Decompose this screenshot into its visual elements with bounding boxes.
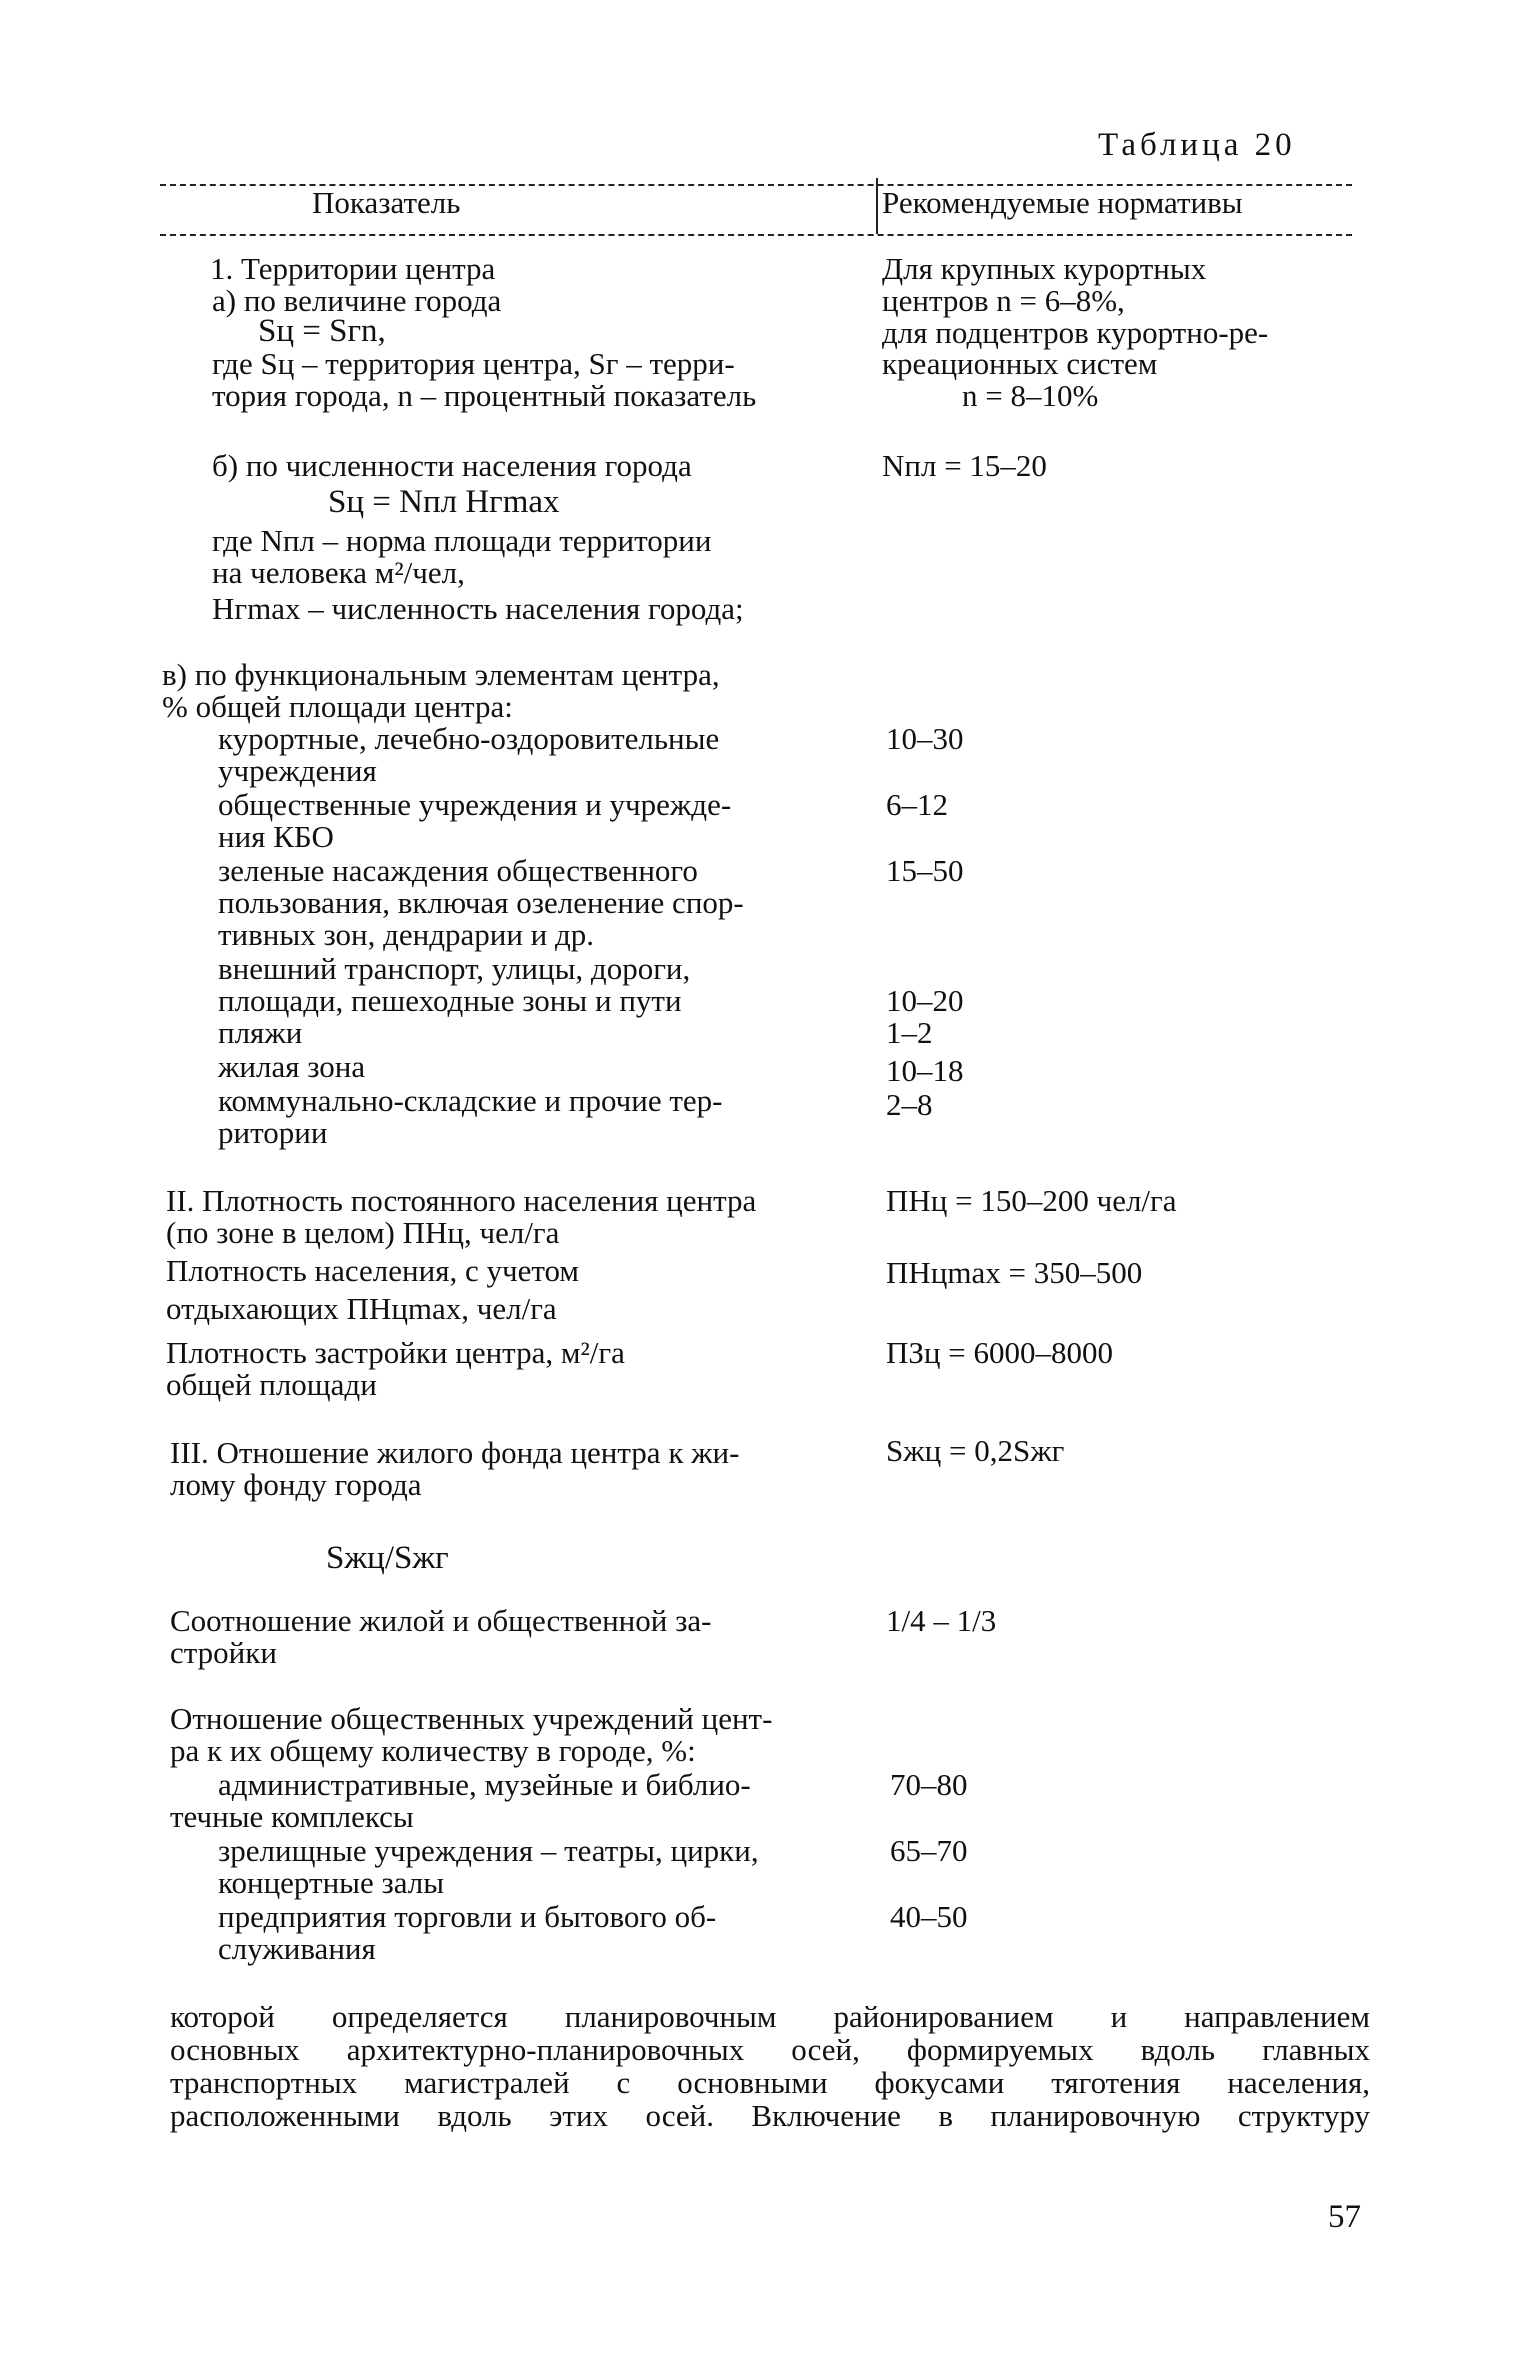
section1-a-norm-2: центров n = 6–8%, bbox=[882, 283, 1125, 318]
item-green-line-2: пользования, включая озеленение спор- bbox=[218, 885, 744, 920]
header-column-divider bbox=[876, 178, 878, 234]
section1-b-norm: Nпл = 15–20 bbox=[882, 448, 1047, 483]
section3-formula: Sжц/Sжг bbox=[326, 1540, 449, 1576]
section1-a-label: а) по величине города bbox=[212, 283, 502, 318]
header-bottom-rule bbox=[160, 234, 1352, 236]
section1-a-norm-5: n = 8–10% bbox=[962, 378, 1099, 413]
item-public-line-1: общественные учреждения и учрежде- bbox=[218, 787, 732, 822]
item-beaches-value: 1–2 bbox=[886, 1015, 933, 1050]
paragraph-line: которой определяется планировочным районированием и направлением bbox=[170, 1999, 1370, 2034]
ratio-line-2: стройки bbox=[170, 1635, 277, 1670]
section2-norm-1: ПНц = 150–200 чел/га bbox=[886, 1183, 1177, 1218]
section1-b-label: б) по численности населения города bbox=[212, 448, 692, 483]
item-resort-value: 10–30 bbox=[886, 721, 964, 756]
section1-c-label-1: в) по функциональным элементам центра, bbox=[162, 657, 720, 692]
section1-b-where-2: на человека м²/чел, bbox=[212, 555, 465, 590]
section1-b-formula: Sц = Nпл Hгmax bbox=[328, 484, 560, 520]
inst-admin-value: 70–80 bbox=[890, 1767, 968, 1802]
paragraph-line: основных архитектурно-планировочных осей, формируемых вдоль главных bbox=[170, 2032, 1370, 2067]
inst-trade-value: 40–50 bbox=[890, 1899, 968, 1934]
item-transport-value: 10–20 bbox=[886, 983, 964, 1018]
header-col-indicator: Показатель bbox=[312, 185, 461, 220]
section3-line-2: лому фонду города bbox=[170, 1467, 422, 1502]
section2-norm-2: ПНцmax = 350–500 bbox=[886, 1255, 1143, 1290]
item-residential-line-1: жилая зона bbox=[218, 1049, 366, 1084]
section1-b-where-3: Hгmax – численность населения города; bbox=[212, 591, 744, 626]
item-green-line-3: тивных зон, дендрарии и др. bbox=[218, 917, 595, 952]
inst-trade-line-2: служивания bbox=[218, 1931, 376, 1966]
inst-theatre-line-2: концертные залы bbox=[218, 1865, 445, 1900]
section2-line-2: (по зоне в целом) ПНц, чел/га bbox=[166, 1215, 560, 1250]
section1-a-where-2: тория города, n – процентный показатель bbox=[212, 378, 757, 413]
section3-norm-1: Sжц = 0,2Sжг bbox=[886, 1433, 1065, 1468]
section1-a-norm-1: Для крупных курортных bbox=[882, 251, 1207, 286]
section1-a-norm-4: креационных систем bbox=[882, 346, 1158, 381]
section2-line-4: отдыхающих ПНцmax, чел/га bbox=[166, 1291, 557, 1326]
institutions-line-2: ра к их общему количеству в городе, %: bbox=[170, 1733, 696, 1768]
body-paragraph bbox=[170, 2000, 1370, 2132]
item-utility-value: 2–8 bbox=[886, 1087, 933, 1122]
inst-trade-line-1: предприятия торговли и бытового об- bbox=[218, 1899, 717, 1934]
section2-line-5: Плотность застройки центра, м²/га bbox=[166, 1335, 625, 1370]
table-label: Таблица 20 bbox=[1098, 127, 1296, 163]
paragraph-line: транспортных магистралей с основными фокусами тяготения населения, bbox=[170, 2065, 1370, 2100]
section1-c-label-2: % общей площади центра: bbox=[162, 689, 513, 724]
item-residential-value: 10–18 bbox=[886, 1053, 964, 1088]
page-number: 57 bbox=[1328, 2199, 1361, 2235]
item-resort-line-2: учреждения bbox=[218, 753, 377, 788]
section2-norm-3: ПЗц = 6000–8000 bbox=[886, 1335, 1113, 1370]
item-beaches-line-1: пляжи bbox=[218, 1015, 303, 1050]
section2-line-6: общей площади bbox=[166, 1367, 377, 1402]
header-col-norms: Рекомендуемые нормативы bbox=[882, 185, 1243, 220]
inst-theatre-value: 65–70 bbox=[890, 1833, 968, 1868]
inst-admin-line-2: течные комплексы bbox=[170, 1799, 414, 1834]
item-transport-line-2: площади, пешеходные зоны и пути bbox=[218, 983, 682, 1018]
ratio-value: 1/4 – 1/3 bbox=[886, 1603, 997, 1638]
section1-a-norm-3: для подцентров курортно-ре- bbox=[882, 315, 1269, 350]
item-public-value: 6–12 bbox=[886, 787, 948, 822]
inst-admin-line-1: административные, музейные и библио- bbox=[218, 1767, 751, 1802]
section1-title: 1. Территории центра bbox=[210, 251, 496, 286]
ratio-line-1: Соотношение жилой и общественной за- bbox=[170, 1603, 712, 1638]
section1-a-where-1: где Sц – территория центра, Sг – терри- bbox=[212, 346, 735, 381]
item-green-line-1: зеленые насаждения общественного bbox=[218, 853, 698, 888]
item-transport-line-1: внешний транспорт, улицы, дороги, bbox=[218, 951, 691, 986]
section2-line-1: II. Плотность постоянного населения центра bbox=[166, 1183, 757, 1218]
section3-line-1: III. Отношение жилого фонда центра к жи- bbox=[170, 1435, 740, 1470]
section2-line-3: Плотность населения, с учетом bbox=[166, 1253, 579, 1288]
paragraph-line: расположенными вдоль этих осей. Включение в планировочную структуру bbox=[170, 2098, 1370, 2133]
item-utility-line-1: коммунально-складские и прочие тер- bbox=[218, 1083, 723, 1118]
item-utility-line-2: ритории bbox=[218, 1115, 328, 1150]
inst-theatre-line-1: зрелищные учреждения – театры, цирки, bbox=[218, 1833, 759, 1868]
item-public-line-2: ния КБО bbox=[218, 819, 334, 854]
section1-a-formula: Sц = Sгn, bbox=[258, 313, 386, 349]
section1-b-where-1: где Nпл – норма площади территории bbox=[212, 523, 712, 558]
item-green-value: 15–50 bbox=[886, 853, 964, 888]
item-resort-line-1: курортные, лечебно-оздоровительные bbox=[218, 721, 720, 756]
institutions-line-1: Отношение общественных учреждений цент- bbox=[170, 1701, 773, 1736]
